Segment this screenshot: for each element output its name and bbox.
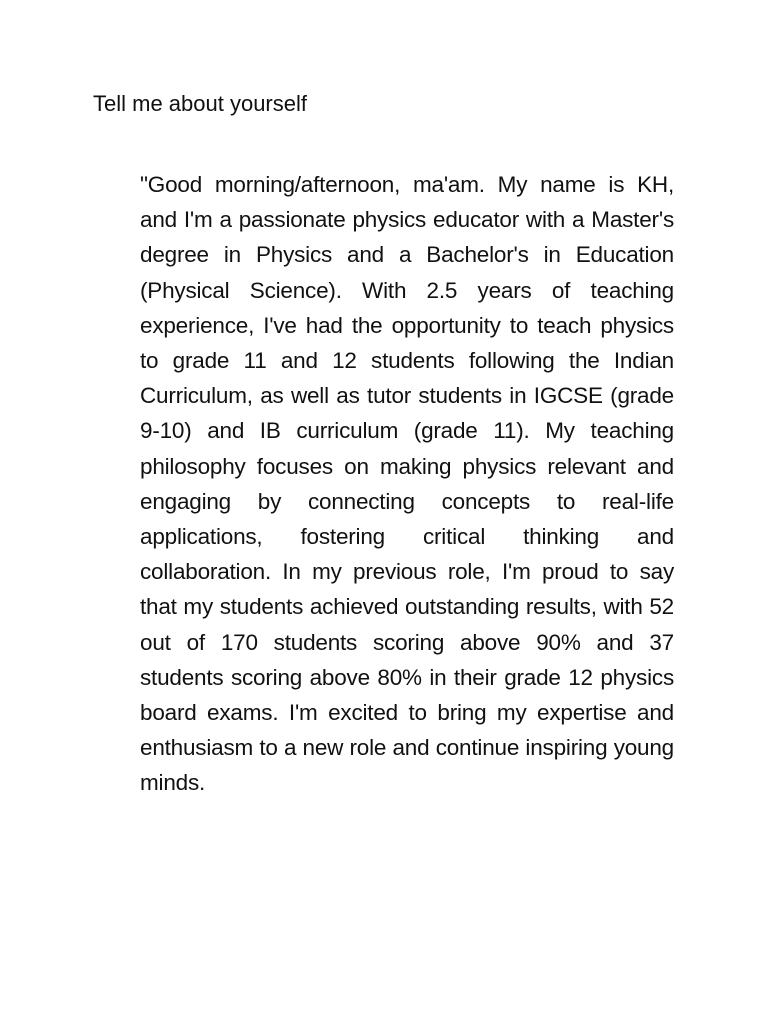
answer-paragraph: "Good morning/afternoon, ma'am. My name is KH, and I'm a passionate physics educator with a Master's degree in Physics and a Bachelor's in Education (Physical Science). With 2.5 years of teaching experience, I've had the opportunity to teach physics to grade 11 and 12 students following the Indian Curriculum, as well as tutor students in IGCSE (grade 9-10) and IB curriculum (grade 11). My teaching philosophy focuses on making physics relevant and engaging by connecting concepts to real-life applications, fostering critical thinking and collaboration. In my previous role, I'm proud to say that my students achieved outstanding results, with 52 out of 170 students scoring above 90% and 37 students scoring above 80% in their grade 12 physics board exams. I'm excited to bring my expertise and enthusiasm to a new role and continue inspiring young minds. <box>140 172 674 796</box>
question-heading: Tell me about yourself <box>93 91 307 116</box>
